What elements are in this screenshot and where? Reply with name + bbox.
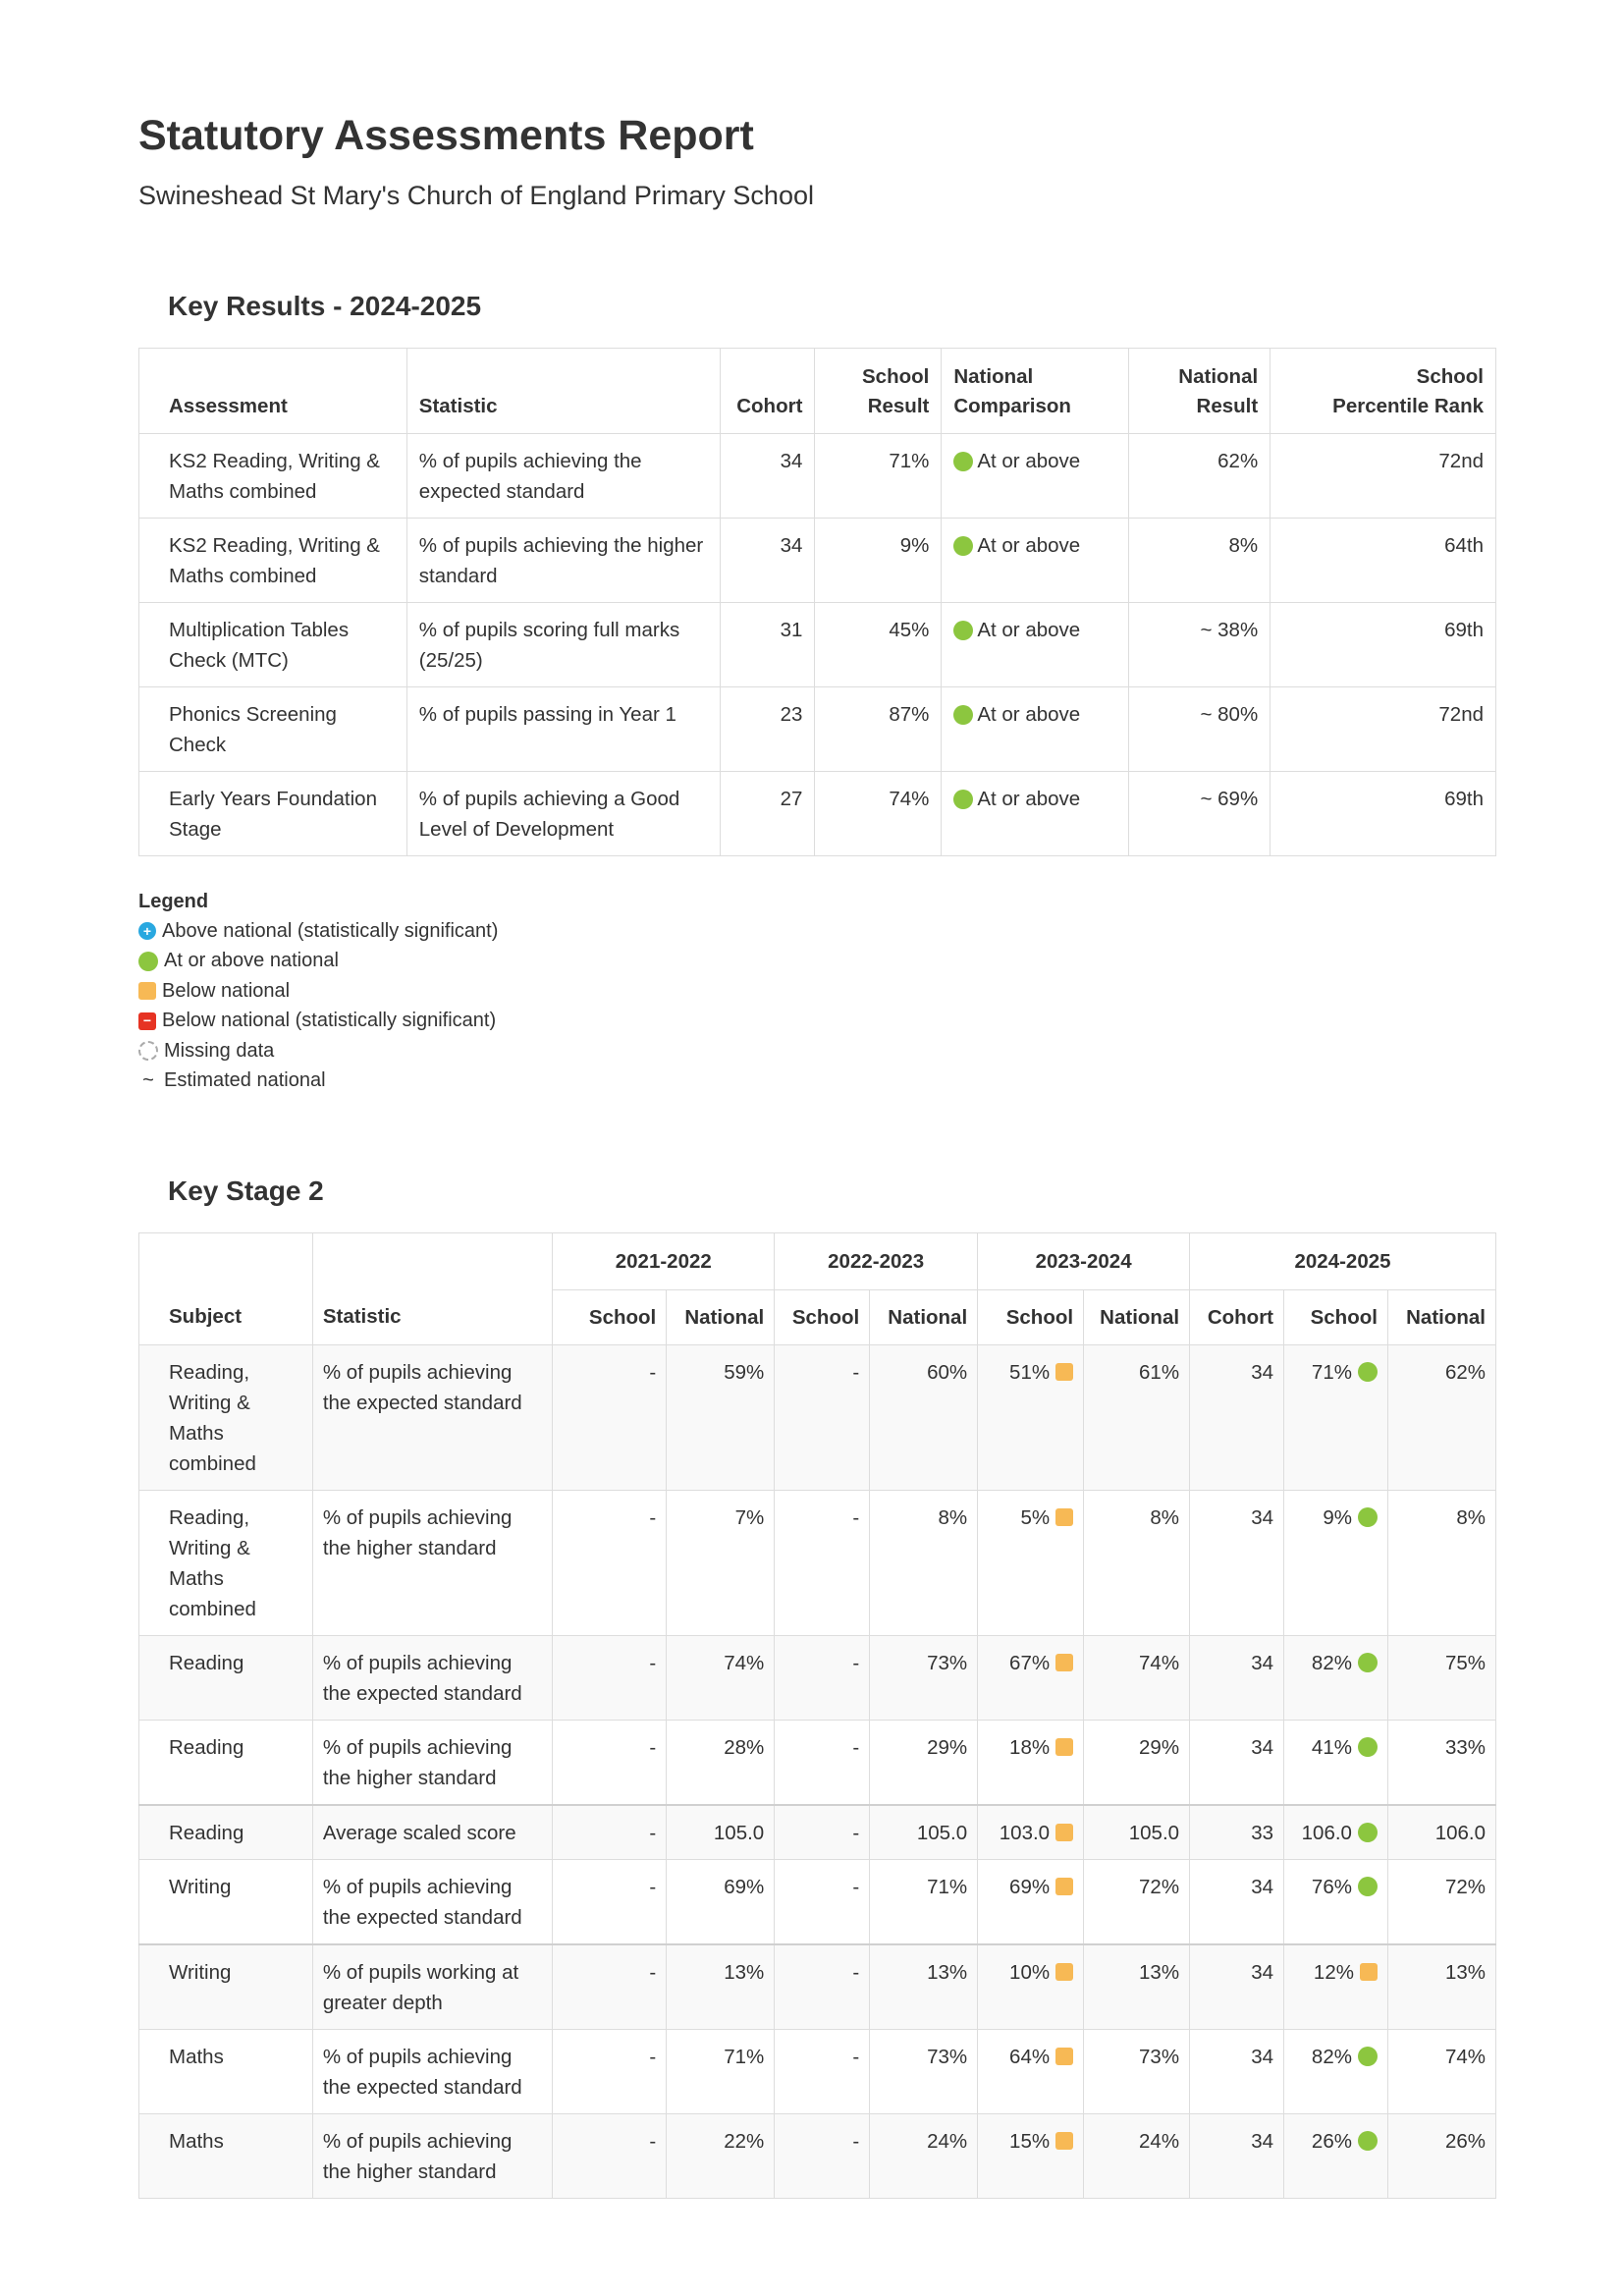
national-2023-2024-cell: 24% [1084,2114,1190,2199]
school-value: 26% [1311,2130,1352,2153]
comparison-label: At or above [977,703,1081,726]
national-2022-2023-cell: 60% [870,1345,978,1491]
school-value: 10% [1009,1961,1051,1984]
cohort-2024-2025-cell: 34 [1190,1636,1284,1721]
national-2023-2024-cell: 105.0 [1084,1805,1190,1860]
school-2023-2024-cell [978,1721,1084,1806]
statistic-cell: Average scaled score [312,1805,553,1860]
year-header-2024-2025: 2024-2025 [1190,1233,1496,1290]
percentile-rank-cell: 72nd [1271,434,1496,519]
col-header-school-result: School Result [815,349,942,434]
school-value: 41% [1311,1736,1352,1759]
ks2-year-header-row [139,1233,1496,1290]
school-2022-2023-cell: - [775,1345,870,1491]
national-2021-2022-cell: 69% [667,1860,775,1945]
assessment-cell: KS2 Reading, Writing & Maths combined [139,519,407,603]
col-header-school: School [978,1290,1084,1345]
subject-cell: Reading [139,1721,313,1806]
legend-label: Below national (statistically significant) [162,1010,497,1032]
school-value: 76% [1311,1876,1352,1898]
school-2024-2025-cell [1284,1721,1388,1806]
green-circle-icon [1358,1362,1378,1382]
statistic-cell: % of pupils working at greater depth [312,1944,553,2030]
year-header-2022-2023: 2022-2023 [775,1233,978,1290]
legend-title: Legend [138,891,209,912]
assessment-cell: Early Years Foundation Stage [139,772,407,856]
national-result-cell: 62% [1129,434,1271,519]
green-circle-icon [138,952,158,971]
national-2024-2025-cell: 72% [1387,1860,1495,1945]
national-2023-2024-cell: 72% [1084,1860,1190,1945]
school-2021-2022-cell: - [553,1860,667,1945]
legend-label: Below national [162,979,291,1002]
statistic-cell: % of pupils scoring full marks (25/25) [406,603,721,687]
amber-square-icon [1055,1508,1073,1526]
national-2024-2025-cell: 8% [1387,1491,1495,1636]
subject-cell: Maths [139,2114,313,2199]
school-value: 15% [1009,2130,1051,2153]
national-result-cell: ~ 80% [1129,687,1271,772]
school-2024-2025-cell [1284,2114,1388,2199]
cohort-2024-2025-cell: 34 [1190,1860,1284,1945]
school-2024-2025-cell [1284,1944,1388,2030]
school-value: 5% [1020,1506,1051,1529]
statistic-cell: % of pupils achieving the expected standard [312,2030,553,2114]
subject-cell: Writing [139,1860,313,1945]
col-header-percentile-rank: School Percentile Rank [1271,349,1496,434]
green-circle-icon [953,790,973,809]
national-2021-2022-cell: 74% [667,1636,775,1721]
green-circle-icon [1358,1737,1378,1757]
school-value: 9% [1323,1506,1352,1529]
legend-item [138,1007,498,1037]
percentile-rank-cell: 69th [1271,603,1496,687]
school-2023-2024-cell [978,1636,1084,1721]
national-2022-2023-cell: 29% [870,1721,978,1806]
cohort-cell: 23 [721,687,815,772]
red-minus-square-icon: − [138,1012,156,1030]
school-2021-2022-cell: - [553,1636,667,1721]
comparison-label: At or above [977,619,1081,641]
school-value: 67% [1009,1652,1051,1674]
legend-item [138,1066,498,1097]
ks2-heading: Key Stage 2 [168,1175,324,1206]
school-2023-2024-cell [978,2114,1084,2199]
school-2023-2024-cell [978,1944,1084,2030]
legend-label: Above national (statistically significant) [162,919,499,942]
school-2024-2025-cell [1284,1860,1388,1945]
school-value: 12% [1313,1961,1354,1984]
dashed-circle-icon [138,1041,158,1061]
school-2022-2023-cell: - [775,1636,870,1721]
school-2021-2022-cell: - [553,1345,667,1491]
school-2022-2023-cell: - [775,1805,870,1860]
amber-square-icon [1055,1654,1073,1671]
school-name: Swineshead St Mary's Church of England Primary School [138,181,814,210]
national-comparison-cell [942,434,1129,519]
percentile-rank-cell: 72nd [1271,687,1496,772]
comparison-label: At or above [977,788,1081,810]
col-header-school: School [775,1290,870,1345]
school-2021-2022-cell: - [553,1944,667,2030]
comparison-indicator [953,784,1080,814]
col-header-statistic: Statistic [312,1290,553,1345]
national-comparison-cell [942,687,1129,772]
legend-label: Missing data [164,1039,275,1062]
col-header-national: National [1387,1290,1495,1345]
year-header-2021-2022: 2021-2022 [553,1233,775,1290]
subject-cell: Reading, Writing & Maths combined [139,1345,313,1491]
table-row [139,1721,1496,1806]
legend-item [138,947,498,977]
school-2023-2024-cell [978,2030,1084,2114]
school-2022-2023-cell: - [775,1721,870,1806]
col-header-cohort: Cohort [721,349,815,434]
amber-square-icon [1055,2132,1073,2150]
cohort-2024-2025-cell: 34 [1190,1944,1284,2030]
col-header-statistic: Statistic [406,349,721,434]
statistic-cell: % of pupils achieving the higher standard [312,2114,553,2199]
col-header-subject: Subject [139,1290,313,1345]
statistic-cell: % of pupils achieving the expected standard [312,1860,553,1945]
table-row [139,2030,1496,2114]
national-2024-2025-cell: 62% [1387,1345,1495,1491]
national-2022-2023-cell: 8% [870,1491,978,1636]
national-comparison-cell [942,603,1129,687]
year-header-2023-2024: 2023-2024 [978,1233,1190,1290]
national-result-cell: ~ 69% [1129,772,1271,856]
national-result-cell: 8% [1129,519,1271,603]
school-2021-2022-cell: - [553,1805,667,1860]
national-2024-2025-cell: 75% [1387,1636,1495,1721]
national-2023-2024-cell: 29% [1084,1721,1190,1806]
school-2022-2023-cell: - [775,2030,870,2114]
green-circle-icon [1358,1507,1378,1527]
table-row [139,1860,1496,1945]
cohort-2024-2025-cell: 34 [1190,2030,1284,2114]
amber-square-icon [1055,1363,1073,1381]
national-2022-2023-cell: 105.0 [870,1805,978,1860]
col-header-national: National [667,1290,775,1345]
national-2023-2024-cell: 61% [1084,1345,1190,1491]
school-2024-2025-cell [1284,1805,1388,1860]
cohort-cell: 31 [721,603,815,687]
cohort-2024-2025-cell: 34 [1190,2114,1284,2199]
legend-item [138,916,498,947]
col-header-national-result: National Result [1129,349,1271,434]
statistic-cell: % of pupils achieving the expected standard [312,1345,553,1491]
col-header-national: National [1084,1290,1190,1345]
national-2023-2024-cell: 73% [1084,2030,1190,2114]
national-2021-2022-cell: 59% [667,1345,775,1491]
green-circle-icon [1358,1653,1378,1672]
table-row [139,2114,1496,2199]
legend-label: Estimated national [164,1069,326,1092]
col-header-national: National [870,1290,978,1345]
legend-label: At or above national [164,950,339,972]
school-2022-2023-cell: - [775,1491,870,1636]
subject-cell: Reading [139,1636,313,1721]
national-2024-2025-cell: 106.0 [1387,1805,1495,1860]
school-2024-2025-cell [1284,1491,1388,1636]
school-result-cell: 71% [815,434,942,519]
cohort-2024-2025-cell: 33 [1190,1805,1284,1860]
school-value: 18% [1009,1736,1051,1759]
green-circle-icon [953,536,973,556]
table-row [139,1491,1496,1636]
legend [138,887,498,1096]
table-row [139,1805,1496,1860]
cohort-cell: 34 [721,434,815,519]
percentile-rank-cell: 64th [1271,519,1496,603]
ks2-table [138,1232,1496,2199]
school-2022-2023-cell: - [775,1944,870,2030]
tilde-icon: ~ [142,1069,154,1092]
school-result-cell: 74% [815,772,942,856]
national-2023-2024-cell: 13% [1084,1944,1190,2030]
national-2022-2023-cell: 13% [870,1944,978,2030]
school-value: 103.0 [999,1822,1051,1844]
school-2022-2023-cell: - [775,1860,870,1945]
amber-square-icon [138,982,156,1000]
national-2023-2024-cell: 74% [1084,1636,1190,1721]
key-results-heading: Key Results - 2024-2025 [168,291,482,321]
page-title: Statutory Assessments Report [138,112,754,159]
school-value: 64% [1009,2046,1051,2068]
school-2024-2025-cell [1284,1345,1388,1491]
col-header-national-comparison: National Comparison [942,349,1129,434]
amber-square-icon [1055,1738,1073,1756]
ks2-column-header-row [139,1290,1496,1345]
legend-item [138,976,498,1007]
legend-item [138,1036,498,1066]
table-row [139,1345,1496,1491]
subject-cell: Reading [139,1805,313,1860]
national-2022-2023-cell: 73% [870,2030,978,2114]
subject-cell: Writing [139,1944,313,2030]
school-value: 82% [1311,2046,1352,2068]
green-circle-icon [953,705,973,725]
national-comparison-cell [942,519,1129,603]
school-2024-2025-cell [1284,2030,1388,2114]
comparison-indicator [953,446,1080,476]
national-2024-2025-cell: 33% [1387,1721,1495,1806]
national-2021-2022-cell: 105.0 [667,1805,775,1860]
statistic-cell: % of pupils achieving the expected standard [312,1636,553,1721]
school-2023-2024-cell [978,1805,1084,1860]
school-value: 82% [1311,1652,1352,1674]
comparison-indicator [953,615,1080,645]
school-2024-2025-cell [1284,1636,1388,1721]
national-2022-2023-cell: 73% [870,1636,978,1721]
col-header-cohort: Cohort [1190,1290,1284,1345]
national-2023-2024-cell: 8% [1084,1491,1190,1636]
school-2021-2022-cell: - [553,1491,667,1636]
national-comparison-cell [942,772,1129,856]
national-2022-2023-cell: 24% [870,2114,978,2199]
comparison-label: At or above [977,534,1081,557]
green-circle-icon [1358,1823,1378,1842]
subject-cell: Maths [139,2030,313,2114]
table-row [139,772,1496,856]
national-2021-2022-cell: 22% [667,2114,775,2199]
national-2024-2025-cell: 26% [1387,2114,1495,2199]
school-value: 106.0 [1301,1822,1352,1844]
cohort-2024-2025-cell: 34 [1190,1345,1284,1491]
school-2023-2024-cell [978,1345,1084,1491]
national-2021-2022-cell: 71% [667,2030,775,2114]
comparison-indicator [953,530,1080,561]
amber-square-icon [1055,1963,1073,1981]
table-row [139,603,1496,687]
national-2021-2022-cell: 7% [667,1491,775,1636]
blue-plus-circle-icon: + [138,922,156,940]
subject-cell: Reading, Writing & Maths combined [139,1491,313,1636]
green-circle-icon [953,621,973,640]
school-2023-2024-cell [978,1860,1084,1945]
school-value: 69% [1009,1876,1051,1898]
statistic-cell: % of pupils achieving the expected standard [406,434,721,519]
amber-square-icon [1055,1878,1073,1895]
green-circle-icon [1358,2131,1378,2151]
cohort-2024-2025-cell: 34 [1190,1721,1284,1806]
school-result-cell: 45% [815,603,942,687]
table-row [139,519,1496,603]
school-2023-2024-cell [978,1491,1084,1636]
school-result-cell: 87% [815,687,942,772]
national-2024-2025-cell: 13% [1387,1944,1495,2030]
amber-square-icon [1055,1824,1073,1841]
table-row [139,1636,1496,1721]
table-row [139,687,1496,772]
green-circle-icon [1358,2047,1378,2066]
statistic-cell: % of pupils achieving the higher standard [406,519,721,603]
school-2021-2022-cell: - [553,2114,667,2199]
table-row [139,1944,1496,2030]
school-2022-2023-cell: - [775,2114,870,2199]
col-header-assessment: Assessment [139,349,407,434]
percentile-rank-cell: 69th [1271,772,1496,856]
table-row [139,434,1496,519]
key-results-table [138,348,1496,856]
comparison-indicator [953,699,1080,730]
school-value: 51% [1009,1361,1051,1384]
cohort-cell: 27 [721,772,815,856]
school-value: 71% [1311,1361,1352,1384]
statistic-cell: % of pupils achieving the higher standard [312,1721,553,1806]
amber-square-icon [1360,1963,1378,1981]
comparison-label: At or above [977,450,1081,472]
cohort-2024-2025-cell: 34 [1190,1491,1284,1636]
assessment-cell: KS2 Reading, Writing & Maths combined [139,434,407,519]
cohort-cell: 34 [721,519,815,603]
statistic-cell: % of pupils passing in Year 1 [406,687,721,772]
statistic-cell: % of pupils achieving the higher standard [312,1491,553,1636]
key-results-header-row [139,349,1496,434]
green-circle-icon [953,452,973,471]
amber-square-icon [1055,2048,1073,2065]
assessment-cell: Multiplication Tables Check (MTC) [139,603,407,687]
national-2024-2025-cell: 74% [1387,2030,1495,2114]
statistic-cell: % of pupils achieving a Good Level of Development [406,772,721,856]
col-header-school: School [1284,1290,1388,1345]
school-result-cell: 9% [815,519,942,603]
national-2021-2022-cell: 13% [667,1944,775,2030]
col-header-school: School [553,1290,667,1345]
school-2021-2022-cell: - [553,2030,667,2114]
school-2021-2022-cell: - [553,1721,667,1806]
national-result-cell: ~ 38% [1129,603,1271,687]
assessment-cell: Phonics Screening Check [139,687,407,772]
national-2022-2023-cell: 71% [870,1860,978,1945]
green-circle-icon [1358,1877,1378,1896]
national-2021-2022-cell: 28% [667,1721,775,1806]
